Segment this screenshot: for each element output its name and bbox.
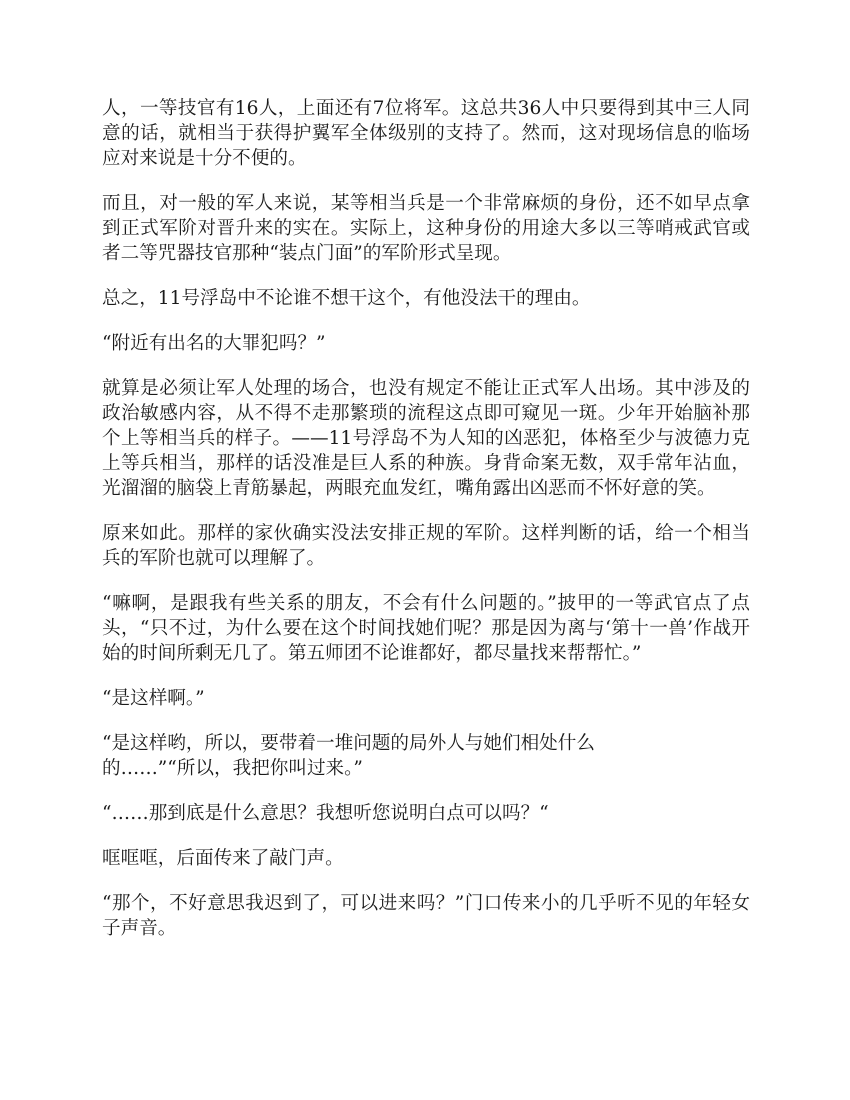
paragraph: “那个，不好意思我迟到了，可以进来吗？”门口传来小的几乎听不见的年轻女子声音。 [102, 893, 750, 939]
paragraph: 哐哐哐，后面传来了敲门声。 [102, 848, 344, 869]
paragraph: 而且，对一般的军人来说，某等相当兵是一个非常麻烦的身份，还不如早点拿到正式军阶对晋升来的实在。实际上，这种身份的用途大多以三等哨戒武官或者二等咒器技官那种“装点门面”的军阶形式呈现。 [102, 193, 750, 264]
paragraph: 原来如此。那样的家伙确实没法安排正规的军阶。这样判断的话，给一个相当兵的军阶也就可以理解了。 [102, 523, 750, 569]
document-page [102, 96, 750, 961]
paragraph: “嘛啊，是跟我有些关系的朋友，不会有什么问题的。”披甲的一等武官点了点头，“只不过，为什么要在这个时间找她们呢？那是因为离与‘第十一兽’作战开始的时间所剩无几了。第五师团不论谁都好，都尽量找来帮帮忙。” [102, 593, 750, 664]
paragraph: 总之，11号浮岛中不论谁不想干这个，有他没法干的理由。 [102, 288, 591, 309]
paragraph: “是这样啊。” [102, 688, 205, 709]
paragraph: “是这样哟，所以，要带着一堆问题的局外人与她们相处什么 的……”“所以，我把你叫过来。” [102, 733, 595, 779]
paragraph: “附近有出名的大罪犯吗？” [102, 333, 326, 354]
paragraph: 人，一等技官有16人，上面还有7位将军。这总共36人中只要得到其中三人同意的话，就相当于获得护翼军全体级别的支持了。然而，这对现场信息的临场应对来说是十分不便的。 [102, 98, 750, 169]
paragraph: “……那到底是什么意思？我想听您说明白点可以吗？“ [102, 803, 549, 824]
paragraph: 就算是必须让军人处理的场合，也没有规定不能让正式军人出场。其中涉及的政治敏感内容，从不得不走那繁琐的流程这点即可窥见一斑。少年开始脑补那个上等相当兵的样子。——11号浮岛不为人知的凶恶犯，体格至少与波德力克上等兵相当，那样的话没准是巨人系的种族。身背命案无数，双手常年沾血，光溜溜的脑袋上青筋暴起，两眼充血发红，嘴角露出凶恶而不怀好意的笑。 [102, 378, 750, 499]
